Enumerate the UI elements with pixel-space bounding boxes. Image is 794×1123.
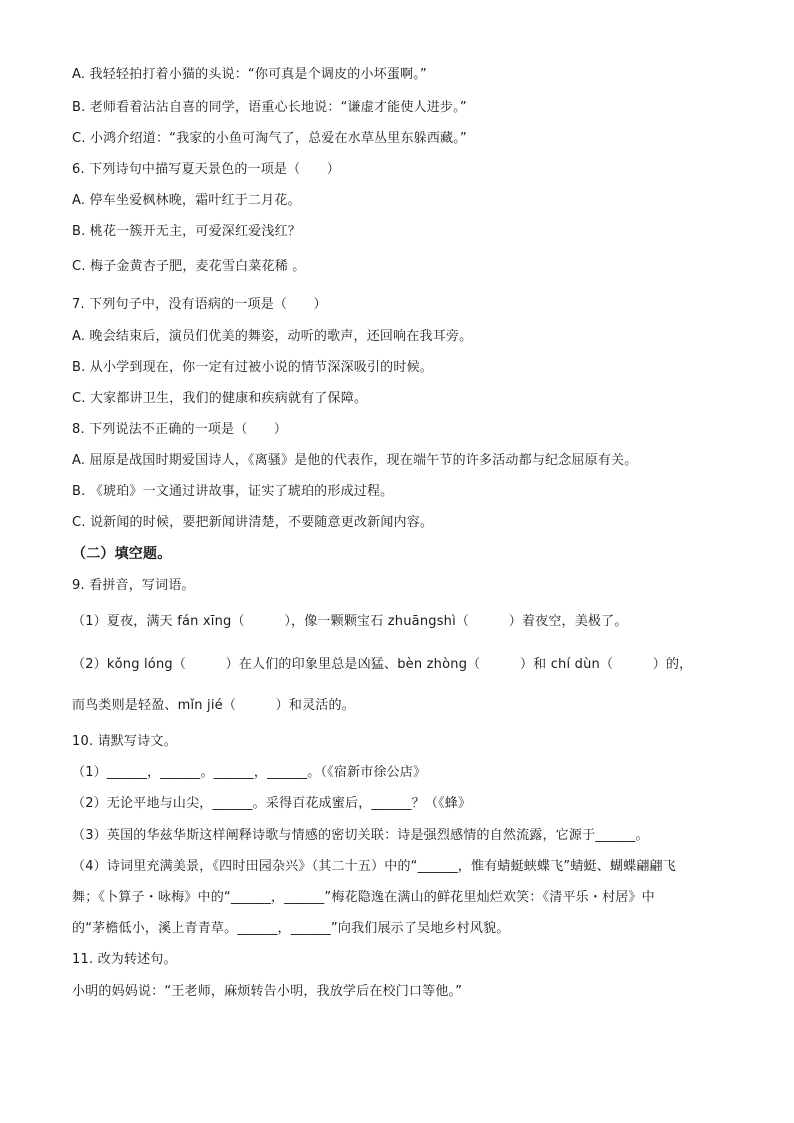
q8-option-a: A. 屈原是战国时期爱国诗人，《离骚》是他的代表作，现在端午节的许多活动都与纪念屈原有关。 (72, 453, 638, 468)
q9-line-2: （2）kǒng lóng（ ）在人们的印象里总是凶猛、bèn zhòng（ ）和 chí dùn（ ）的， (72, 657, 693, 672)
q11-stem: 11. 改为转述句。 (72, 952, 177, 967)
q5-option-c: C. 小鸿介绍道：“我家的小鱼可淘气了，总爱在水草丛里东躲西藏。” (72, 131, 467, 146)
q8-stem: 8. 下列说法不正确的一项是（ ） (72, 422, 288, 437)
section-heading-fill-in: （二）填空题。 (72, 546, 172, 562)
q5-option-b: B. 老师看着沾沾自喜的同学，语重心长地说：“谦虚才能使人进步。” (72, 100, 467, 115)
q7-option-a: A. 晚会结束后，演员们优美的舞姿，动听的歌声，还回响在我耳旁。 (72, 329, 473, 344)
q7-option-b: B. 从小学到现在，你一定有过被小说的情节深深吸引的时候。 (72, 360, 433, 375)
q9-stem: 9. 看拼音，写词语。 (72, 578, 195, 593)
q8-option-c: C. 说新闻的时候，要把新闻讲清楚，不要随意更改新闻内容。 (72, 515, 434, 530)
q9-line-1: （1）夏夜，满天 fán xīng（ ），像一颗颗宝石 zhuāngshì（ ）着夜空，美极了。 (72, 614, 628, 629)
q11-sentence: 小明的妈妈说：“王老师，麻烦转告小明，我放学后在校门口等他。” (72, 984, 463, 999)
q10-stem: 10. 请默写诗文。 (72, 734, 177, 749)
q10-line-3: （3）英国的华兹华斯这样阐释诗歌与情感的密切关联：诗是强烈感情的自然流露，它源于______。 (72, 828, 649, 843)
q6-option-c: C. 梅子金黄杏子肥，麦花雪白菜花稀 。 (72, 259, 306, 274)
q9-line-3: 而鸟类则是轻盈、mǐn jié（ ）和灵活的。 (72, 698, 355, 713)
q10-line-1: （1）______，______。______，______。（《宿新市徐公店》 (72, 765, 427, 780)
q6-stem: 6. 下列诗句中描写夏天景色的一项是（ ） (72, 162, 340, 177)
q7-stem: 7. 下列句子中，没有语病的一项是（ ） (72, 297, 327, 312)
q8-option-b: B. 《琥珀》一文通过讲故事，证实了琥珀的形成过程。 (72, 484, 394, 499)
q10-line-4: （4）诗词里充满美景，《四时田园杂兴》（其二十五）中的“______，惟有蜻蜓蛱蝶飞”蜻蜓、蝴蝶翩翩飞 (72, 859, 676, 874)
q7-option-c: C. 大家都讲卫生，我们的健康和疾病就有了保障。 (72, 391, 368, 406)
q10-line-2: （2）无论平地与山尖，______。采得百花成蜜后，______？（《蜂》 (72, 796, 472, 811)
q10-line-6: 的“茅檐低小，溪上青青草。______，______”向我们展示了吴地乡村风貌。 (72, 921, 510, 936)
q10-line-5: 舞；《卜算子・咏梅》中的“______，______”梅花隐逸在满山的鲜花里灿烂欢笑：《清平乐・村居》中 (72, 890, 655, 905)
q6-option-b: B. 桃花一簇开无主，可爱深红爱浅红？ (72, 224, 301, 239)
q5-option-a: A. 我轻轻拍打着小猫的头说：“你可真是个调皮的小坏蛋啊。” (72, 67, 427, 82)
q6-option-a: A. 停车坐爱枫林晚，霜叶红于二月花。 (72, 193, 301, 208)
